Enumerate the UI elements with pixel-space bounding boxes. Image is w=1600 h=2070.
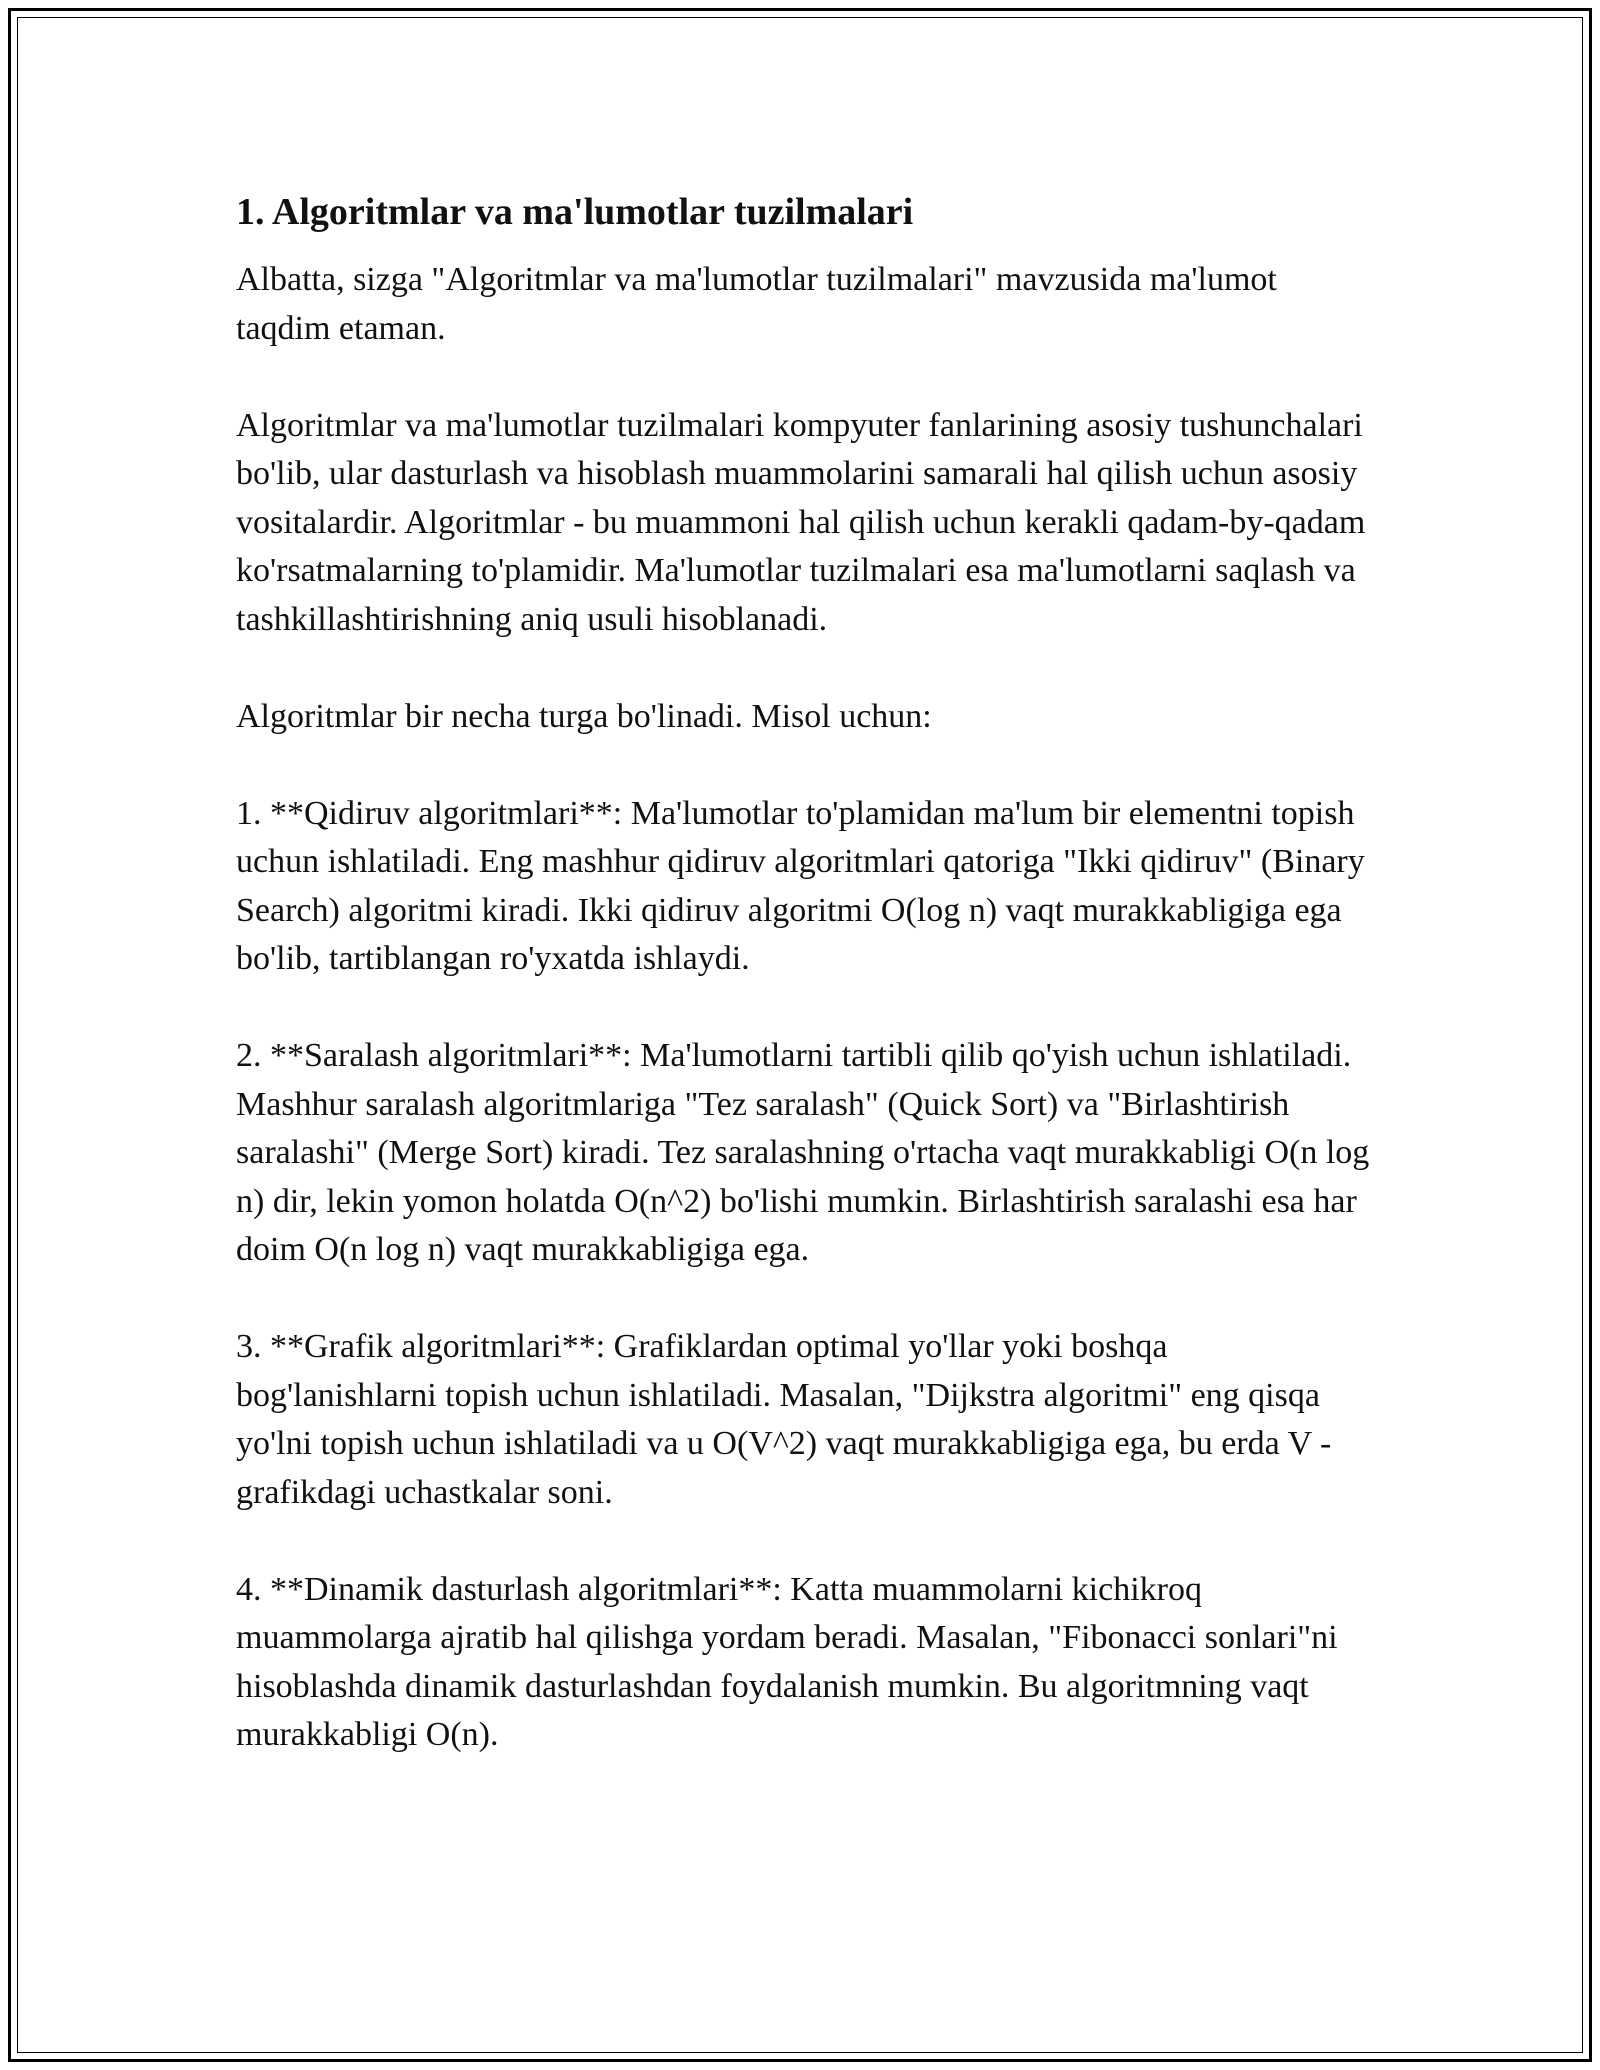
intro-paragraph: Albatta, sizga "Algoritmlar va ma'lumotlar tuzilmalari" mavzusida ma'lumot taqdim etaman. bbox=[236, 261, 1277, 347]
dynamic-programming-paragraph: 4. **Dinamik dasturlash algoritmlari**: Katta muammolarni kichikroq muammolarga ajratib hal qilishga yordam beradi. Masalan, "Fibonacci sonlari"ni hisoblashda dinamik dasturlashdan foydalanish mumkin. Bu algoritmning vaqt murakkabligi O(n). bbox=[236, 1570, 1338, 1753]
graph-algorithms-paragraph: 3. **Grafik algoritmlari**: Grafiklardan optimal yo'llar yoki boshqa bog'lanishlarni topish uchun ishlatiladi. Masalan, "Dijkstra algoritmi" eng qisqa yo'lni topish uchun ishlatiladi va u O(V^2) vaqt murakkabligiga ega, bu erda V - grafikdagi uchastkalar soni. bbox=[236, 1328, 1332, 1511]
sorting-algorithms-paragraph: 2. **Saralash algoritmlari**: Ma'lumotlarni tartibli qilib qo'yish uchun ishlatiladi. Mashhur saralash algoritmlariga "Tez saralash" (Quick Sort) va "Birlashtirish saralashi" (Merge Sort) kiradi. Tez saralashning o'rtacha vaqt murakkabligi O(n log n) dir, lekin yomon holatda O(n^2) bo'lishi mumkin. Birlashtirish saralashi esa har doim O(n log n) vaqt murakkabligiga ega. bbox=[236, 1037, 1370, 1268]
document-title: 1. Algoritmlar va ma'lumotlar tuzilmalari bbox=[236, 191, 914, 233]
document-body bbox=[236, 188, 1376, 1808]
types-intro-paragraph: Algoritmlar bir necha turga bo'linadi. Misol uchun: bbox=[236, 697, 932, 735]
overview-paragraph: Algoritmlar va ma'lumotlar tuzilmalari kompyuter fanlarining asosiy tushunchalari bo'lib, ular dasturlash va hisoblash muammolarini samarali hal qilish uchun asosiy vositalardir. Algoritmlar - bu muammoni hal qilish uchun kerakli qadam-by-qadam ko'rsatmalarning to'plamidir. Ma'lumotlar tuzilmalari esa ma'lumotlarni saqlash va tashkillashtirishning aniq usuli hisoblanadi. bbox=[236, 406, 1366, 638]
search-algorithms-paragraph: 1. **Qidiruv algoritmlari**: Ma'lumotlar to'plamidan ma'lum bir elementni topish uchun ishlatiladi. Eng mashhur qidiruv algoritmlari qatoriga "Ikki qidiruv" (Binary Search) algoritmi kiradi. Ikki qidiruv algoritmi O(log n) vaqt murakkabligiga ega bo'lib, tartiblangan ro'yxatda ishlaydi. bbox=[236, 794, 1365, 977]
